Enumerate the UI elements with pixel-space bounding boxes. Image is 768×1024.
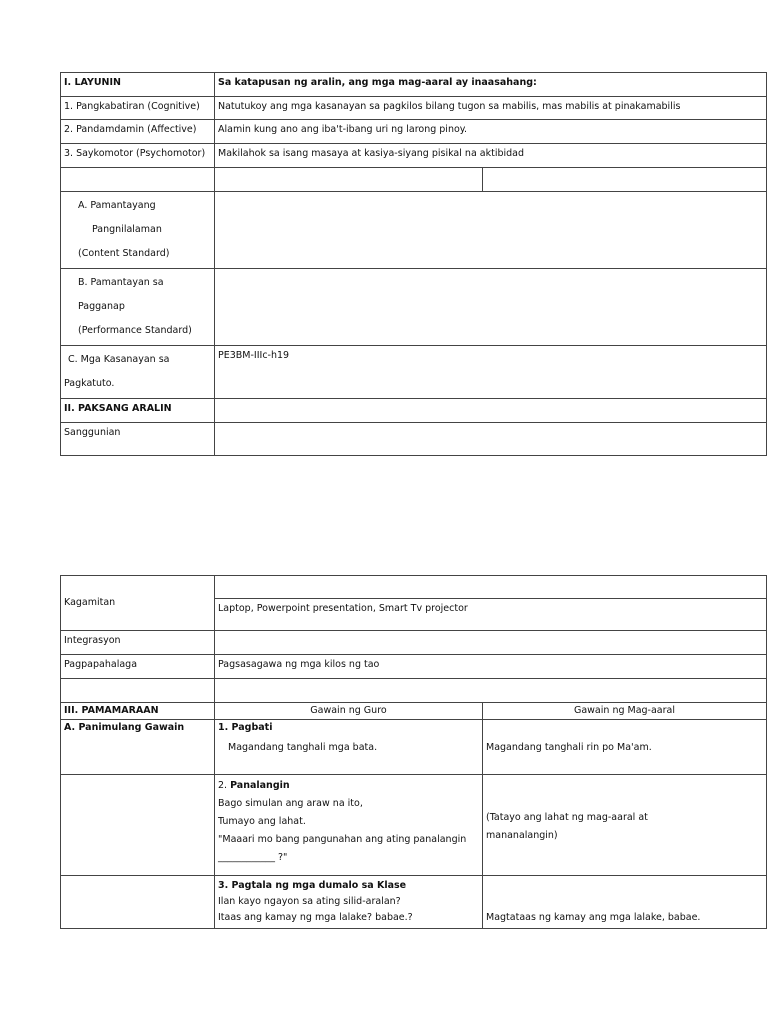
kagamitan-value: Laptop, Powerpoint presentation, Smart Tv projector bbox=[215, 599, 767, 631]
pagbati-magaaral-cell bbox=[483, 720, 767, 775]
content-standard-label bbox=[61, 192, 215, 269]
pagbati-title: 1. Pagbati bbox=[218, 722, 273, 733]
pagbati-guro-cell bbox=[215, 720, 483, 775]
integrasyon-value bbox=[215, 631, 767, 655]
affective-value: Alamin kung ano ang iba't-ibang uri ng larong pinoy. bbox=[215, 120, 767, 144]
procedure-table bbox=[60, 575, 767, 929]
sanggunian-label: Sanggunian bbox=[61, 423, 215, 456]
cognitive-value: Natutukoy ang mga kasanayan sa pagkilos bilang tugon sa mabilis, mas mabilis at pinakamabilis bbox=[215, 97, 767, 120]
performance-standard-label bbox=[61, 269, 215, 346]
pagbati-magaaral-text: Magandang tanghali rin po Ma'am. bbox=[486, 742, 652, 753]
competencies-line2: Pagkatuto. bbox=[64, 378, 115, 389]
content-standard-line2: Pangnilalaman bbox=[92, 224, 162, 235]
panalangin-line1: Bago simulan ang araw na ito, bbox=[218, 798, 363, 809]
pagbati-guro-text: Magandang tanghali mga bata. bbox=[228, 742, 378, 753]
psychomotor-value: Makilahok sa isang masaya at kasiya-siyang pisikal na aktibidad bbox=[215, 144, 767, 168]
pagpapahalaga-label: Pagpapahalaga bbox=[61, 655, 215, 679]
pamamaraan-header: III. PAMAMARAAN bbox=[61, 703, 215, 720]
empty-cell bbox=[61, 876, 215, 929]
content-standard-line1: A. Pamantayang bbox=[78, 200, 156, 211]
affective-label: 2. Pandamdamin (Affective) bbox=[61, 120, 215, 144]
competencies-label bbox=[61, 346, 215, 399]
empty-cell bbox=[215, 168, 483, 192]
content-standard-line3: (Content Standard) bbox=[78, 248, 170, 259]
sanggunian-value bbox=[215, 423, 767, 456]
empty-cell bbox=[61, 679, 215, 703]
empty-cell bbox=[483, 168, 767, 192]
pagtala-line2: Itaas ang kamay ng mga lalake? babae.? bbox=[218, 912, 413, 923]
panalangin-line4: ____________ ?" bbox=[218, 852, 288, 863]
cognitive-label: 1. Pangkabatiran (Cognitive) bbox=[61, 97, 215, 120]
competencies-line1: C. Mga Kasanayan sa bbox=[68, 354, 170, 365]
psychomotor-label: 3. Saykomotor (Psychomotor) bbox=[61, 144, 215, 168]
performance-standard-value bbox=[215, 269, 767, 346]
integrasyon-label: Integrasyon bbox=[61, 631, 215, 655]
pagpapahalaga-value: Pagsasagawa ng mga kilos ng tao bbox=[215, 655, 767, 679]
pagtala-magaaral-text: Magtataas ng kamay ang mga lalake, babae. bbox=[486, 912, 701, 923]
panalangin-magaaral-line1: (Tatayo ang lahat ng mag-aaral at bbox=[486, 812, 648, 823]
empty-cell bbox=[61, 775, 215, 876]
panimulang-gawain-label: A. Panimulang Gawain bbox=[61, 720, 215, 775]
pagtala-guro-cell bbox=[215, 876, 483, 929]
layunin-header: I. LAYUNIN bbox=[61, 73, 215, 97]
panalangin-line3: "Maaari mo bang pangunahan ang ating panalangin bbox=[218, 834, 467, 845]
empty-cell bbox=[215, 679, 767, 703]
panalangin-heading bbox=[218, 777, 479, 795]
empty-cell bbox=[215, 576, 767, 599]
panalangin-line2: Tumayo ang lahat. bbox=[218, 816, 306, 827]
panalangin-title: Panalangin bbox=[230, 780, 290, 791]
col-header-magaaral: Gawain ng Mag-aaral bbox=[483, 703, 767, 720]
performance-standard-line2: (Performance Standard) bbox=[78, 325, 192, 336]
panalangin-magaaral-cell bbox=[483, 775, 767, 876]
pagtala-line1: Ilan kayo ngayon sa ating silid-aralan? bbox=[218, 896, 401, 907]
panalangin-number: 2. bbox=[218, 780, 231, 791]
content-standard-value bbox=[215, 192, 767, 269]
objectives-table bbox=[60, 72, 767, 456]
pagtala-magaaral-cell bbox=[483, 876, 767, 929]
panalangin-guro-cell bbox=[215, 775, 483, 876]
empty-cell bbox=[61, 168, 215, 192]
pagtala-title: 3. Pagtala ng mga dumalo sa Klase bbox=[218, 880, 407, 891]
kagamitan-label: Kagamitan bbox=[61, 576, 215, 631]
performance-standard-line1: B. Pamantayan sa Pagganap bbox=[78, 277, 164, 312]
panalangin-magaaral-line2: mananalangin) bbox=[486, 830, 558, 841]
col-header-guro: Gawain ng Guro bbox=[215, 703, 483, 720]
paksang-aralin-header: II. PAKSANG ARALIN bbox=[61, 399, 215, 423]
layunin-intro: Sa katapusan ng aralin, ang mga mag-aaral ay inaasahang: bbox=[215, 73, 767, 97]
competencies-code: PE3BM-IIIc-h19 bbox=[215, 346, 767, 399]
empty-cell bbox=[215, 399, 767, 423]
